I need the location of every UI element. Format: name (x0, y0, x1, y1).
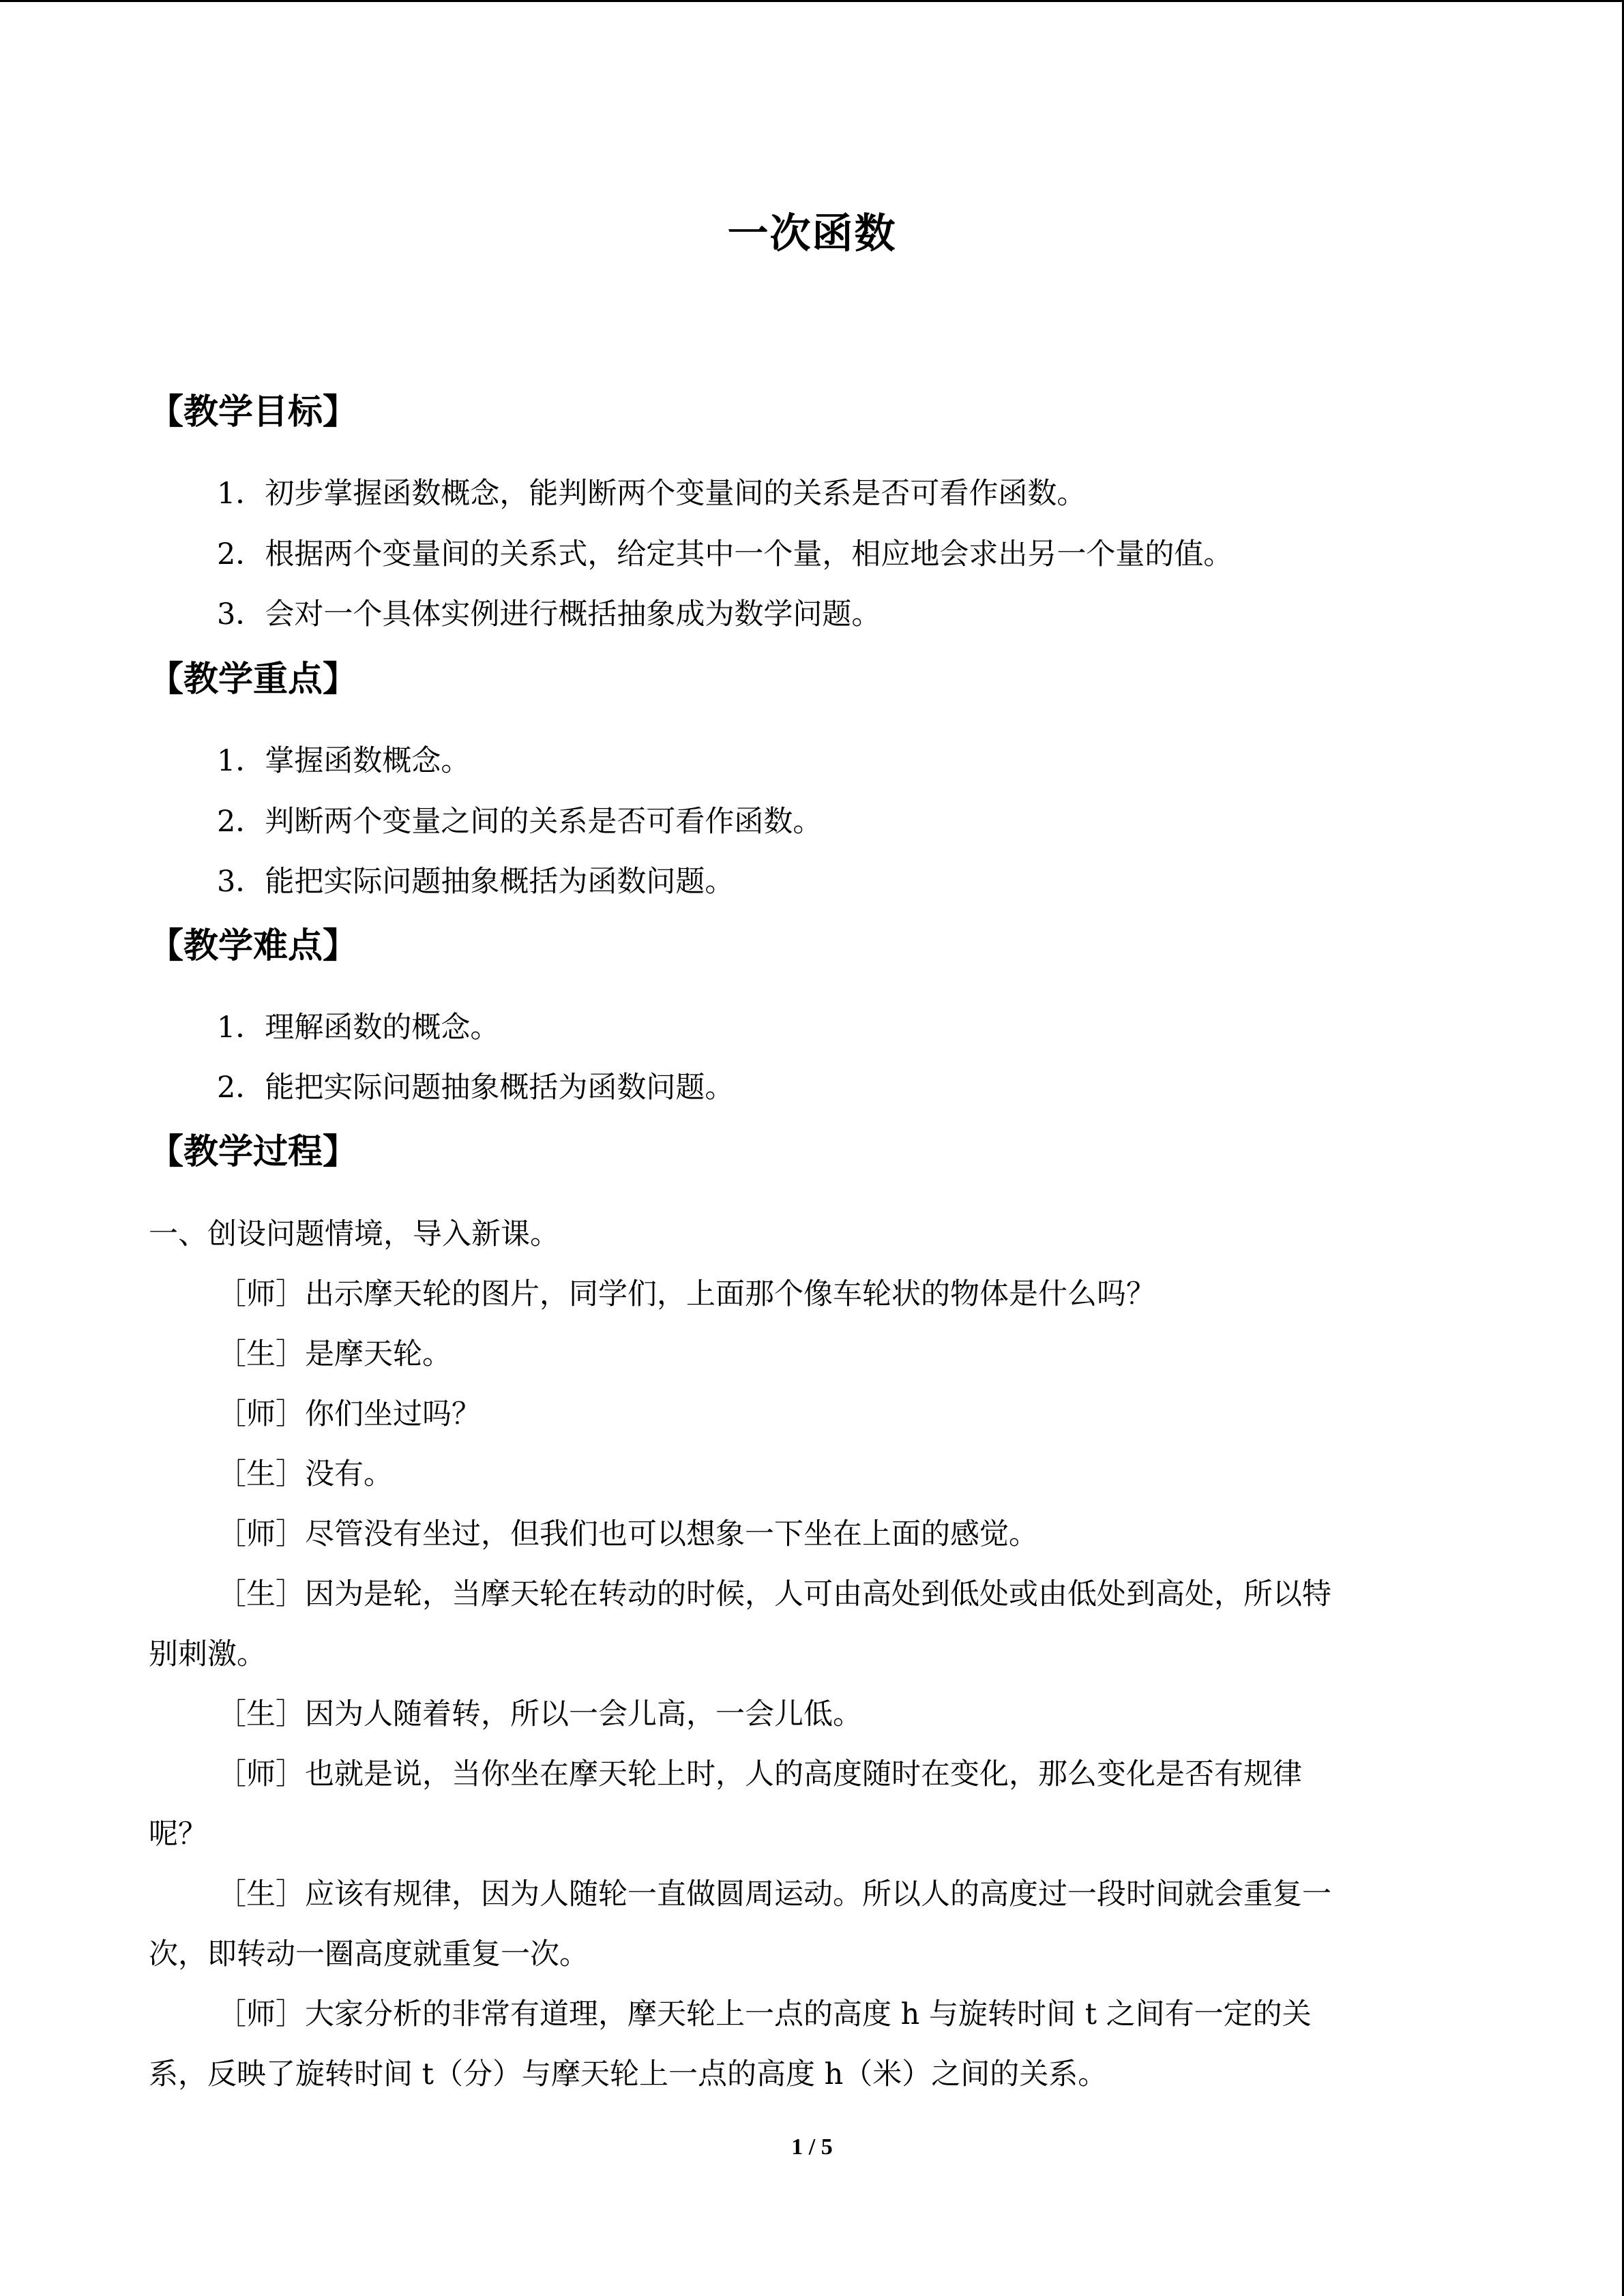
objective-item-3: 3．会对一个具体实例进行概括抽象成为数学问题。 (217, 597, 881, 631)
dialogue-line-9: ［生］应该有规律，因为人随轮一直做圆周运动。所以人的高度过一段时间就会重复一 (217, 1877, 1331, 1911)
dialogue-line-6: ［生］因为是轮，当摩天轮在转动的时候，人可由高处到低处或由低处到高处，所以特 (217, 1577, 1331, 1611)
document-title: 一次函数 (727, 210, 897, 258)
dialogue-line-4: ［生］没有。 (217, 1457, 393, 1491)
dialogue-line-10-continued: 系，反映了旋转时间 t（分）与摩天轮上一点的高度 h（米）之间的关系。 (149, 2057, 1108, 2091)
key-point-item-1: 1．掌握函数概念。 (217, 744, 471, 778)
dialogue-line-3: ［师］你们坐过吗？ (217, 1397, 481, 1431)
heading-difficulties: 【教学难点】 (149, 926, 358, 966)
objective-item-1: 1．初步掌握函数概念，能判断两个变量间的关系是否可看作函数。 (217, 477, 1087, 511)
key-point-item-2: 2．判断两个变量之间的关系是否可看作函数。 (217, 805, 823, 839)
dialogue-line-7: ［生］因为人随着转，所以一会儿高，一会儿低。 (217, 1697, 862, 1731)
dialogue-line-1: ［师］出示摩天轮的图片，同学们，上面那个像车轮状的物体是什么吗？ (217, 1277, 1155, 1311)
dialogue-line-5: ［师］尽管没有坐过，但我们也可以想象一下坐在上面的感觉。 (217, 1517, 1038, 1551)
heading-objectives: 【教学目标】 (149, 392, 358, 432)
objective-item-2: 2．根据两个变量间的关系式，给定其中一个量，相应地会求出另一个量的值。 (217, 537, 1233, 571)
dialogue-line-8-continued: 呢？ (149, 1817, 207, 1851)
difficulty-item-1: 1．理解函数的概念。 (217, 1011, 500, 1045)
dialogue-line-9-continued: 次，即转动一圈高度就重复一次。 (149, 1937, 589, 1971)
dialogue-line-10: ［师］大家分析的非常有道理，摩天轮上一点的高度 h 与旋转时间 t 之间有一定的关 (217, 1997, 1312, 2031)
heading-key-points: 【教学重点】 (149, 659, 358, 700)
dialogue-line-8: ［师］也就是说，当你坐在摩天轮上时，人的高度随时在变化，那么变化是否有规律 (217, 1757, 1302, 1791)
difficulty-item-2: 2．能把实际问题抽象概括为函数问题。 (217, 1071, 735, 1105)
heading-process: 【教学过程】 (149, 1132, 358, 1172)
page-number: 1 / 5 (791, 2134, 833, 2160)
dialogue-line-2: ［生］是摩天轮。 (217, 1337, 452, 1371)
key-point-item-3: 3．能把实际问题抽象概括为函数问题。 (217, 865, 735, 899)
process-subheading: 一、创设问题情境，导入新课。 (149, 1217, 559, 1251)
dialogue-line-6-continued: 别刺激。 (149, 1637, 266, 1671)
